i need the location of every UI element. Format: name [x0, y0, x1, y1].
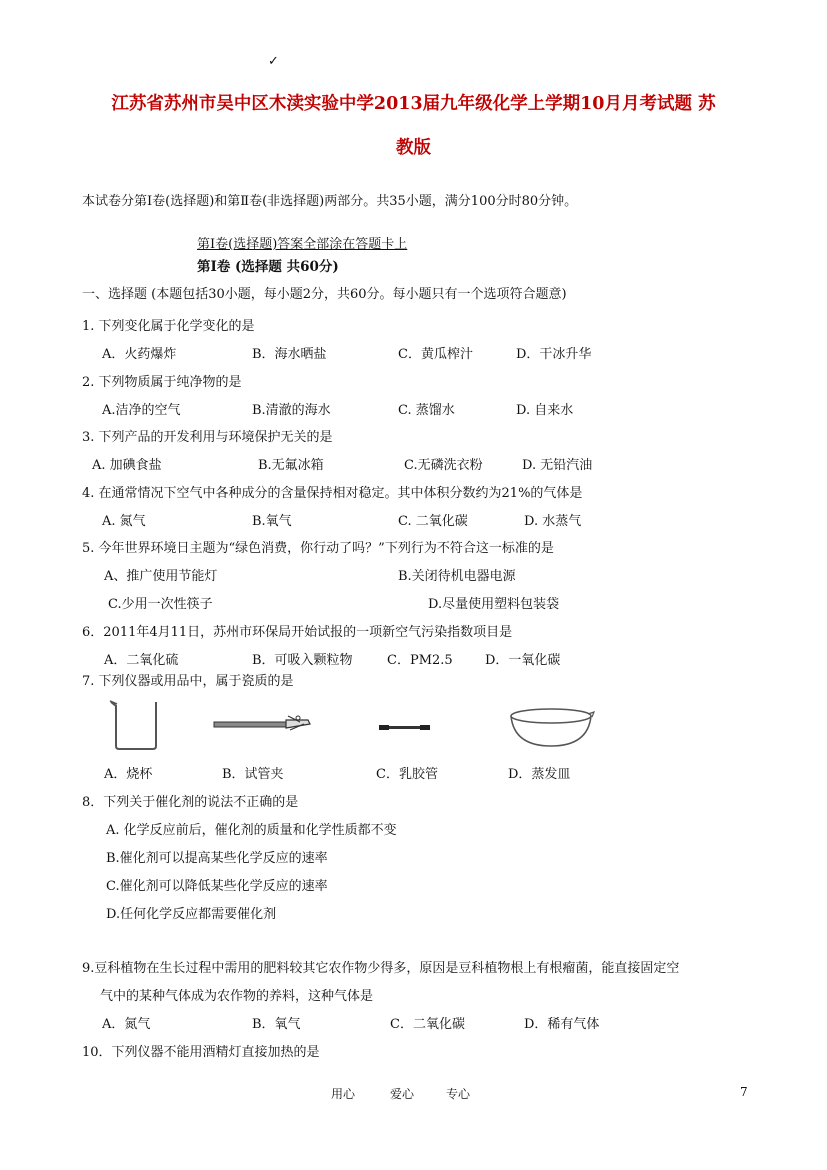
option-b: B.清澈的海水	[252, 403, 331, 418]
document-title-line2: 教版	[396, 138, 431, 158]
footer-text: 专心	[446, 1087, 471, 1101]
option-c: C.无磷洗衣粉	[404, 458, 483, 473]
option-c: C．二氧化碳	[390, 1017, 465, 1032]
option-c: C．PM2.5	[387, 653, 453, 668]
option-d: D．稀有气体	[524, 1017, 600, 1032]
question-stem: 6．2011年4月11日，苏州市环保局开始试报的一项新空气污染指数项目是	[82, 625, 513, 640]
beaker-figure	[108, 698, 164, 752]
option-a: A. 加碘食盐	[92, 458, 162, 473]
question-stem: 9.豆科植物在生长过程中需用的肥料较其它农作物少得多，原因是豆科植物根上有根瘤菌，能直接固定空	[82, 961, 680, 976]
option-d: D．一氧化碳	[485, 653, 561, 668]
question-stem-continued: 气中的某种气体成为农作物的养料，这种气体是	[100, 989, 374, 1004]
footer-text: 爱心	[390, 1087, 415, 1101]
option-d: D. 无铅汽油	[522, 458, 593, 473]
option-c: C. 蒸馏水	[398, 403, 455, 418]
option-a: A．二氧化硫	[104, 653, 179, 668]
question-stem: 10．下列仪器不能用酒精灯直接加热的是	[82, 1045, 320, 1060]
option-d: D. 自来水	[516, 403, 574, 418]
option-c: C．黄瓜榨汁	[398, 347, 473, 362]
option-a: A．烧杯	[104, 767, 153, 782]
question-stem: 2. 下列物质属于纯净物的是	[82, 375, 242, 390]
option-b: B．海水晒盐	[252, 347, 327, 362]
option-c: C. 二氧化碳	[398, 514, 468, 529]
latex-tube-figure	[378, 720, 432, 734]
check-mark: ✓	[268, 54, 279, 69]
option-b: B.氧气	[252, 514, 292, 529]
option-d: D．干冰升华	[516, 347, 592, 362]
document-title-line1: 江苏省苏州市吴中区木渎实验中学2013届九年级化学上学期10月月考试题 苏	[111, 94, 716, 114]
option-b: B.无氟冰箱	[258, 458, 324, 473]
section-description: 一、选择题 (本题包括30小题，每小题2分，共60分。每小题只有一个选项符合题意)	[82, 287, 567, 302]
section-heading: 第Ⅰ卷 (选择题 共60分)	[197, 259, 339, 275]
question-stem: 3. 下列产品的开发利用与环境保护无关的是	[82, 430, 333, 445]
page-number: 7	[740, 1085, 748, 1099]
question-stem: 1. 下列变化属于化学变化的是	[82, 319, 255, 334]
footer-text: 用心	[331, 1087, 356, 1101]
evaporating-dish-figure	[508, 706, 596, 750]
option-c: C.少用一次性筷子	[108, 597, 213, 612]
option-a: A. 化学反应前后，催化剂的质量和化学性质都不变	[106, 823, 397, 838]
intro-text: 本试卷分第Ⅰ卷(选择题)和第Ⅱ卷(非选择题)两部分。共35小题，满分100分时80分钟。	[82, 194, 578, 209]
question-stem: 8．下列关于催化剂的说法不正确的是	[82, 795, 299, 810]
option-d: D.尽量使用塑料包装袋	[428, 597, 560, 612]
option-d: D. 水蒸气	[524, 514, 582, 529]
option-b: B．氧气	[252, 1017, 301, 1032]
option-d: D.任何化学反应都需要催化剂	[106, 907, 277, 922]
question-stem: 4. 在通常情况下空气中各种成分的含量保持相对稳定。其中体积分数约为21%的气体是	[82, 486, 583, 501]
option-a: A．火药爆炸	[102, 347, 177, 362]
option-b: B.关闭待机电器电源	[398, 569, 516, 584]
option-a: A.洁净的空气	[102, 403, 181, 418]
option-a: A、推广使用节能灯	[104, 569, 218, 584]
option-a: A．氮气	[102, 1017, 151, 1032]
option-b: B．可吸入颗粒物	[252, 653, 353, 668]
test-tube-clamp-figure	[212, 712, 314, 736]
option-d: D．蒸发皿	[508, 767, 571, 782]
section-note: 第Ⅰ卷(选择题)答案全部涂在答题卡上	[197, 237, 408, 252]
option-b: B.催化剂可以提高某些化学反应的速率	[106, 851, 328, 866]
question-stem: 5. 今年世界环境日主题为“绿色消费，你行动了吗？”下列行为不符合这一标准的是	[82, 541, 554, 556]
option-a: A. 氮气	[102, 514, 146, 529]
option-b: B．试管夹	[222, 767, 284, 782]
option-c: C.催化剂可以降低某些化学反应的速率	[106, 879, 328, 894]
option-c: C．乳胶管	[376, 767, 438, 782]
question-stem: 7. 下列仪器或用品中，属于瓷质的是	[82, 674, 294, 689]
